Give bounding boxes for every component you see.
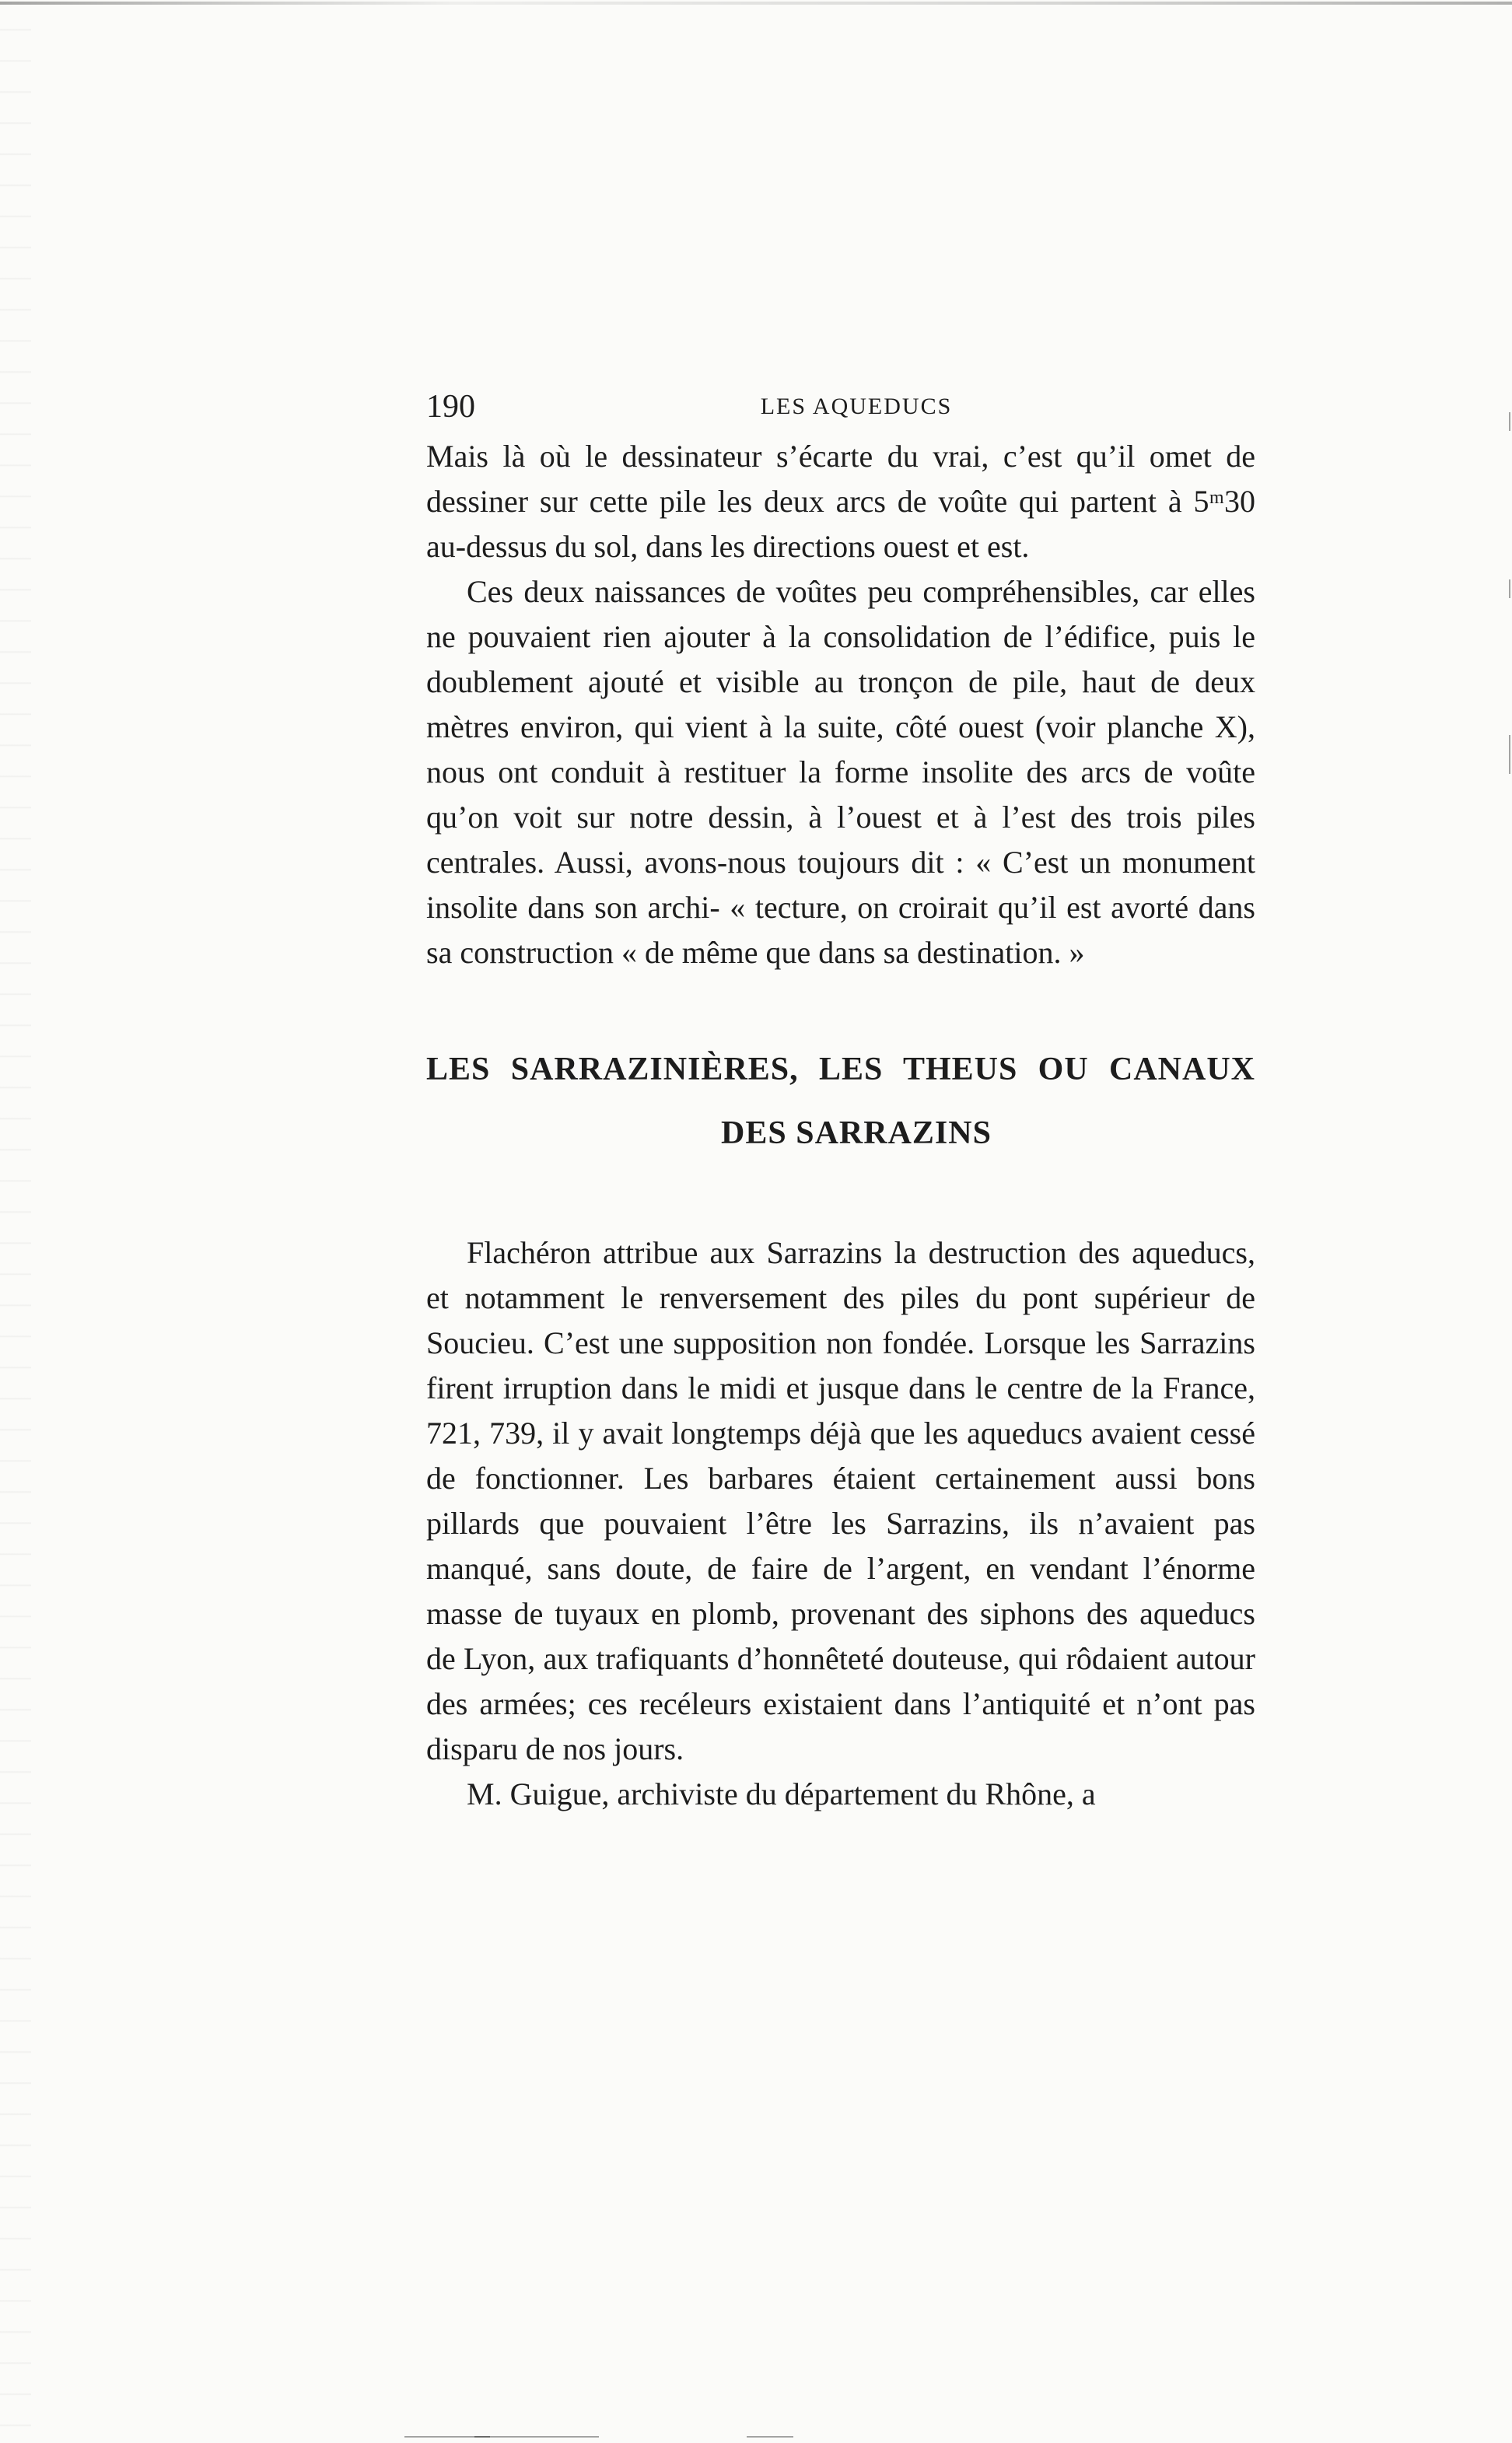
scan-edge-tick — [1509, 735, 1510, 774]
scan-bottom-mark — [474, 2436, 599, 2438]
scan-top-edge — [0, 2, 1512, 5]
scan-bottom-mark — [747, 2436, 793, 2438]
section-heading-line-1: LES SARRAZINIÈRES, LES THEUS OU CANAUX — [426, 1052, 1255, 1087]
running-title: LES AQUEDUCS — [760, 394, 953, 419]
scan-edge-tick — [1509, 412, 1510, 431]
book-page — [426, 387, 1255, 1817]
scan-edge-tick — [1509, 579, 1510, 598]
paragraph-vaults: Ces deux naissances de voûtes peu compréhensibles, car elles ne pouvaient rien ajouter à la consolidation de l’édifice, puis le doublement ajouté et visible au tronçon de pile, haut de deux mètres environ, qui vient à la suite, côté ouest (voir planche X), nous ont conduit à restituer la forme insolite des arcs de voûte qu’on voit sur notre dessin, à l’ouest et à l’est des trois piles centrales. Aussi, avons-nous toujours dit : « C’est un monument insolite dans son archi- « tecture, on croirait qu’il est avorté dans sa construction « de même que dans sa destination. » — [426, 574, 1255, 970]
paragraph-guigue: M. Guigue, archiviste du département du Rhône, a — [467, 1776, 1096, 1811]
page-number: 190 — [426, 389, 475, 425]
paragraph-continuation: Mais là où le dessinateur s’écarte du vrai, c’est qu’il omet de dessiner sur cette pile les deux arcs de voûte qui partent à 5ᵐ30 au-dessus du sol, dans les directions ouest et est. — [426, 439, 1255, 564]
paragraph-sarrazins: Flachéron attribue aux Sarrazins la destruction des aqueducs, et notamment le renversement des piles du pont supérieur de Soucieu. C’est une supposition non fondée. Lorsque les Sarrazins firent irruption dans le midi et jusque dans le centre de la France, 721, 739, il y avait longtemps déjà que les aqueducs avaient cessé de fonctionner. Les barbares étaient certainement aussi bons pillards que pouvaient l’être les Sarrazins, ils n’avaient pas manqué, sans doute, de faire de l’argent, en vendant l’énorme masse de tuyaux en plomb, provenant des siphons des aqueducs de Lyon, aux trafiquants d’honnêteté douteuse, qui rôdaient autour des armées; ces recéleurs existaient dans l’antiquité et n’ont pas disparu de nos jours. — [426, 1235, 1255, 1766]
section-heading — [426, 1038, 1255, 1165]
running-head — [426, 387, 1255, 426]
section-heading-line-2: DES SARRAZINS — [721, 1115, 992, 1151]
scan-margin-noise — [0, 0, 31, 2443]
